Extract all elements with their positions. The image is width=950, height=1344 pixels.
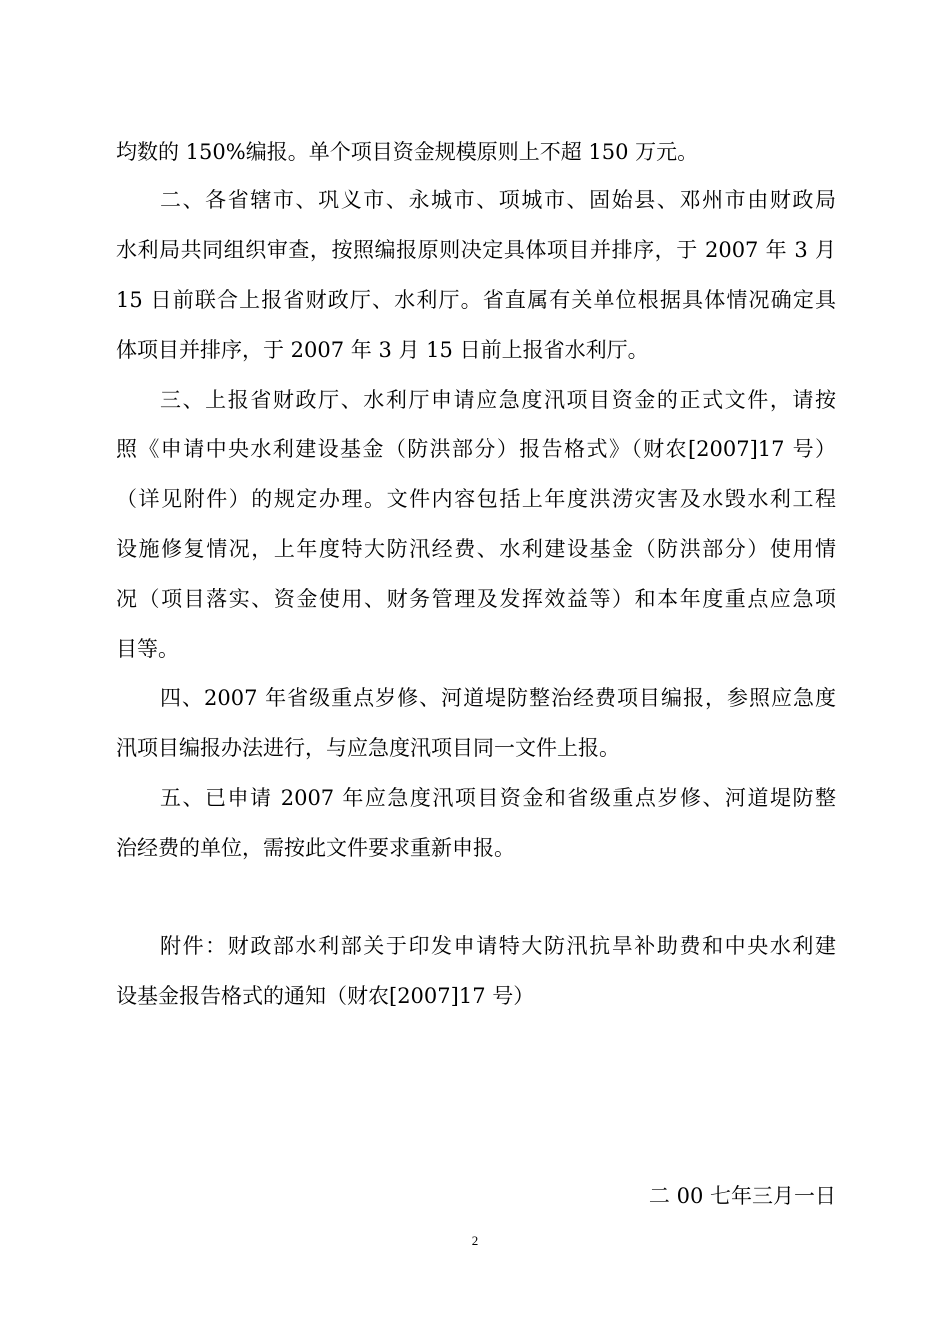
paragraph-line: 目等。 bbox=[116, 637, 179, 661]
paragraph-line: 设施修复情况，上年度特大防汛经费、水利建设基金（防洪部分）使用情 bbox=[116, 537, 836, 561]
paragraph-line: 二、各省辖市、巩义市、永城市、项城市、固始县、邓州市由财政局 bbox=[160, 188, 836, 212]
paragraph-line: 五、已申请 2007 年应急度汛项目资金和省级重点岁修、河道堤防整 bbox=[160, 786, 836, 810]
paragraph-line: 水利局共同组织审查，按照编报原则决定具体项目并排序，于 2007 年 3 月 bbox=[116, 238, 836, 262]
paragraph-line: 治经费的单位，需按此文件要求重新申报。 bbox=[116, 836, 515, 860]
paragraph-line: 均数的 150%编报。单个项目资金规模原则上不超 150 万元。 bbox=[116, 140, 699, 164]
paragraph-line: （详见附件）的规定办理。文件内容包括上年度洪涝灾害及水毁水利工程 bbox=[116, 487, 836, 511]
paragraph-line: 15 日前联合上报省财政厅、水利厅。省直属有关单位根据具体情况确定具 bbox=[116, 288, 836, 312]
document-date: 二 00 七年三月一日 bbox=[648, 1184, 836, 1208]
paragraph-line: 三、上报省财政厅、水利厅申请应急度汛项目资金的正式文件，请按 bbox=[160, 388, 836, 412]
paragraph-line: 体项目并排序，于 2007 年 3 月 15 日前上报省水利厅。 bbox=[116, 338, 649, 362]
paragraph-line: 汛项目编报办法进行，与应急度汛项目同一文件上报。 bbox=[116, 736, 620, 760]
paragraph-line: 四、2007 年省级重点岁修、河道堤防整治经费项目编报，参照应急度 bbox=[160, 686, 836, 710]
attachment-line: 附件：财政部水利部关于印发申请特大防汛抗旱补助费和中央水利建 bbox=[160, 934, 836, 958]
attachment-line: 设基金报告格式的通知（财农[2007]17 号） bbox=[116, 984, 535, 1008]
paragraph-line: 况（项目落实、资金使用、财务管理及发挥效益等）和本年度重点应急项 bbox=[116, 587, 836, 611]
paragraph-line: 照《申请中央水利建设基金（防洪部分）报告格式》（财农[2007]17 号） bbox=[116, 437, 836, 461]
page-number: 2 bbox=[471, 1233, 479, 1248]
